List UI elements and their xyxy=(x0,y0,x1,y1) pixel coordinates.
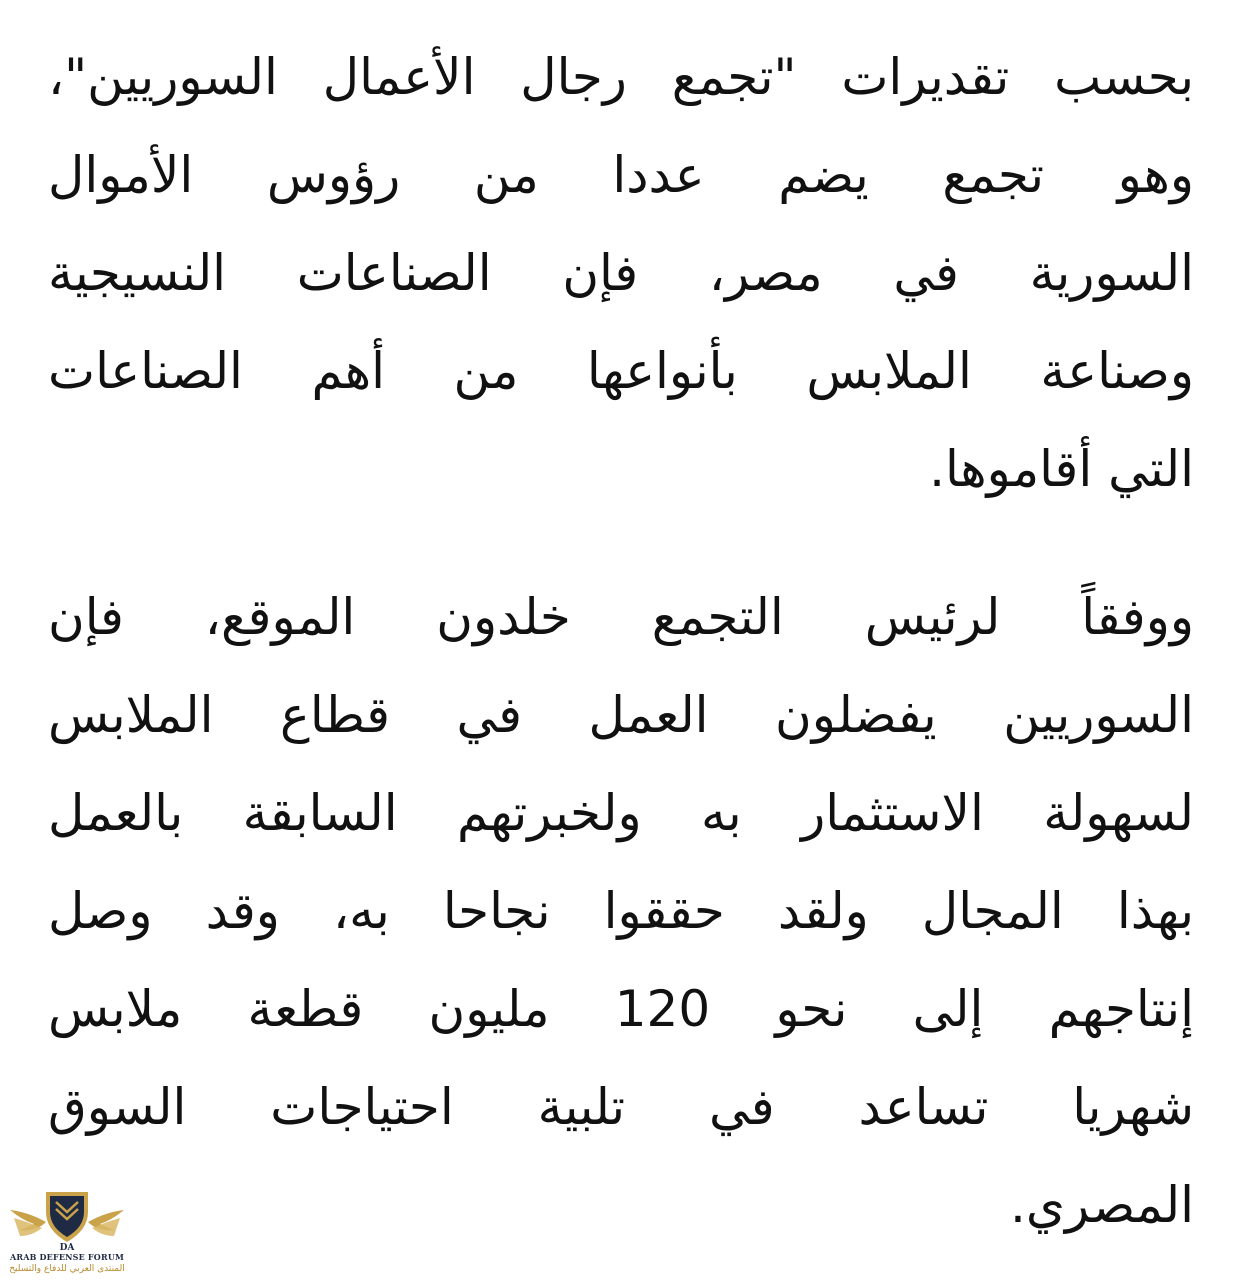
watermark-name-ar: المنتدى العربي للدفاع والتسليح xyxy=(9,1264,125,1274)
text-line: السورية في مصر، فإن الصناعات النسيجية xyxy=(48,244,1194,302)
text-line: السوريين يفضلون العمل في قطاع الملابس xyxy=(48,686,1194,744)
text-line: بحسب تقديرات "تجمع رجال الأعمال السوريين"، xyxy=(48,48,1194,106)
paragraph-1 xyxy=(48,28,1194,518)
text-line: شهريا تساعد في تلبية احتياجات السوق xyxy=(48,1078,1194,1136)
article-body xyxy=(48,28,1194,1254)
text-line: المصري. xyxy=(1009,1176,1194,1234)
paragraph-spacer xyxy=(48,518,1194,568)
logo-letters: DA xyxy=(59,1243,75,1252)
text-line: وصناعة الملابس بأنواعها من أهم الصناعات xyxy=(48,342,1194,400)
watermark-name-en: ARAB DEFENSE FORUM xyxy=(9,1252,125,1262)
text-line: وهو تجمع يضم عددا من رؤوس الأموال xyxy=(48,146,1194,204)
text-line: ووفقاً لرئيس التجمع خلدون الموقع، فإن xyxy=(48,588,1194,646)
paragraph-2 xyxy=(48,568,1194,1254)
text-line: بهذا المجال ولقد حققوا نجاحا به، وقد وصل xyxy=(48,882,1194,940)
shield-wings-logo-icon xyxy=(6,1186,128,1252)
text-line: إنتاجهم إلى نحو 120 مليون قطعة ملابس xyxy=(48,980,1194,1038)
watermark-logo xyxy=(6,1186,128,1278)
text-line: لسهولة الاستثمار به ولخبرتهم السابقة بالعمل xyxy=(48,784,1194,842)
text-line: التي أقاموها. xyxy=(929,440,1194,498)
